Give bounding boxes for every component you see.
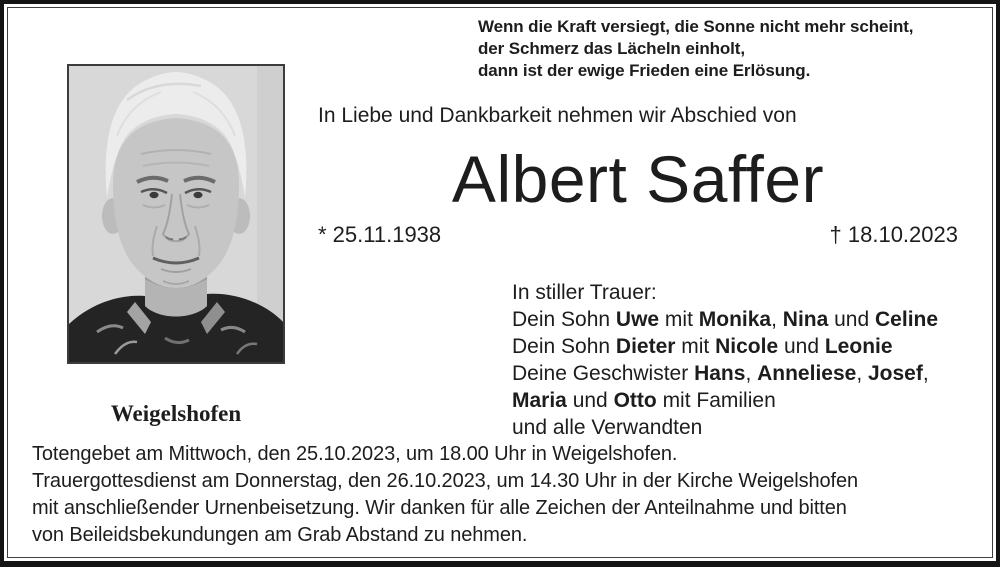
funeral-announcement — [32, 441, 982, 549]
epigraph-line: Wenn die Kraft versiegt, die Sonne nicht mehr scheint, — [478, 17, 914, 36]
mourning-block — [512, 279, 938, 441]
announcement-line: von Beileidsbekundungen am Grab Abstand zu nehmen. — [32, 524, 528, 546]
epigraph-line: dann ist der ewige Frieden eine Erlösung. — [478, 61, 811, 80]
announcement-line: Trauergottesdienst am Donnerstag, den 26.10.2023, um 14.30 Uhr in der Kirche Weigelshofen — [32, 470, 859, 492]
announcement-line: Totengebet am Mittwoch, den 25.10.2023, um 18.00 Uhr in Weigelshofen. — [32, 443, 678, 465]
announcement-line: mit anschließender Urnenbeisetzung. Wir danken für alle Zeichen der Anteilnahme und bitten — [32, 497, 847, 519]
mourning-line: Deine Geschwister Hans, Anneliese, Josef, — [512, 362, 929, 385]
mourning-line: und alle Verwandten — [512, 416, 703, 439]
birth-date: * 25.11.1938 — [318, 222, 442, 247]
mourning-line: Dein Sohn Dieter mit Nicole und Leonie — [512, 335, 893, 358]
mourning-line: Maria und Otto mit Familien — [512, 389, 776, 412]
deceased-name: Albert Saffer — [451, 142, 825, 216]
intro-line: In Liebe und Dankbarkeit nehmen wir Abschied von — [318, 104, 797, 127]
portrait-photo — [67, 64, 285, 364]
death-date: † 18.10.2023 — [829, 222, 958, 247]
epigraph-line: der Schmerz das Lächeln einholt, — [478, 39, 745, 58]
photo-caption: Weigelshofen — [110, 401, 242, 426]
portrait-illustration — [69, 66, 283, 362]
epigraph-verse — [478, 16, 913, 82]
mourning-heading: In stiller Trauer: — [512, 281, 657, 304]
mourning-line: Dein Sohn Uwe mit Monika, Nina und Celine — [512, 308, 939, 331]
dates-row — [318, 222, 958, 248]
